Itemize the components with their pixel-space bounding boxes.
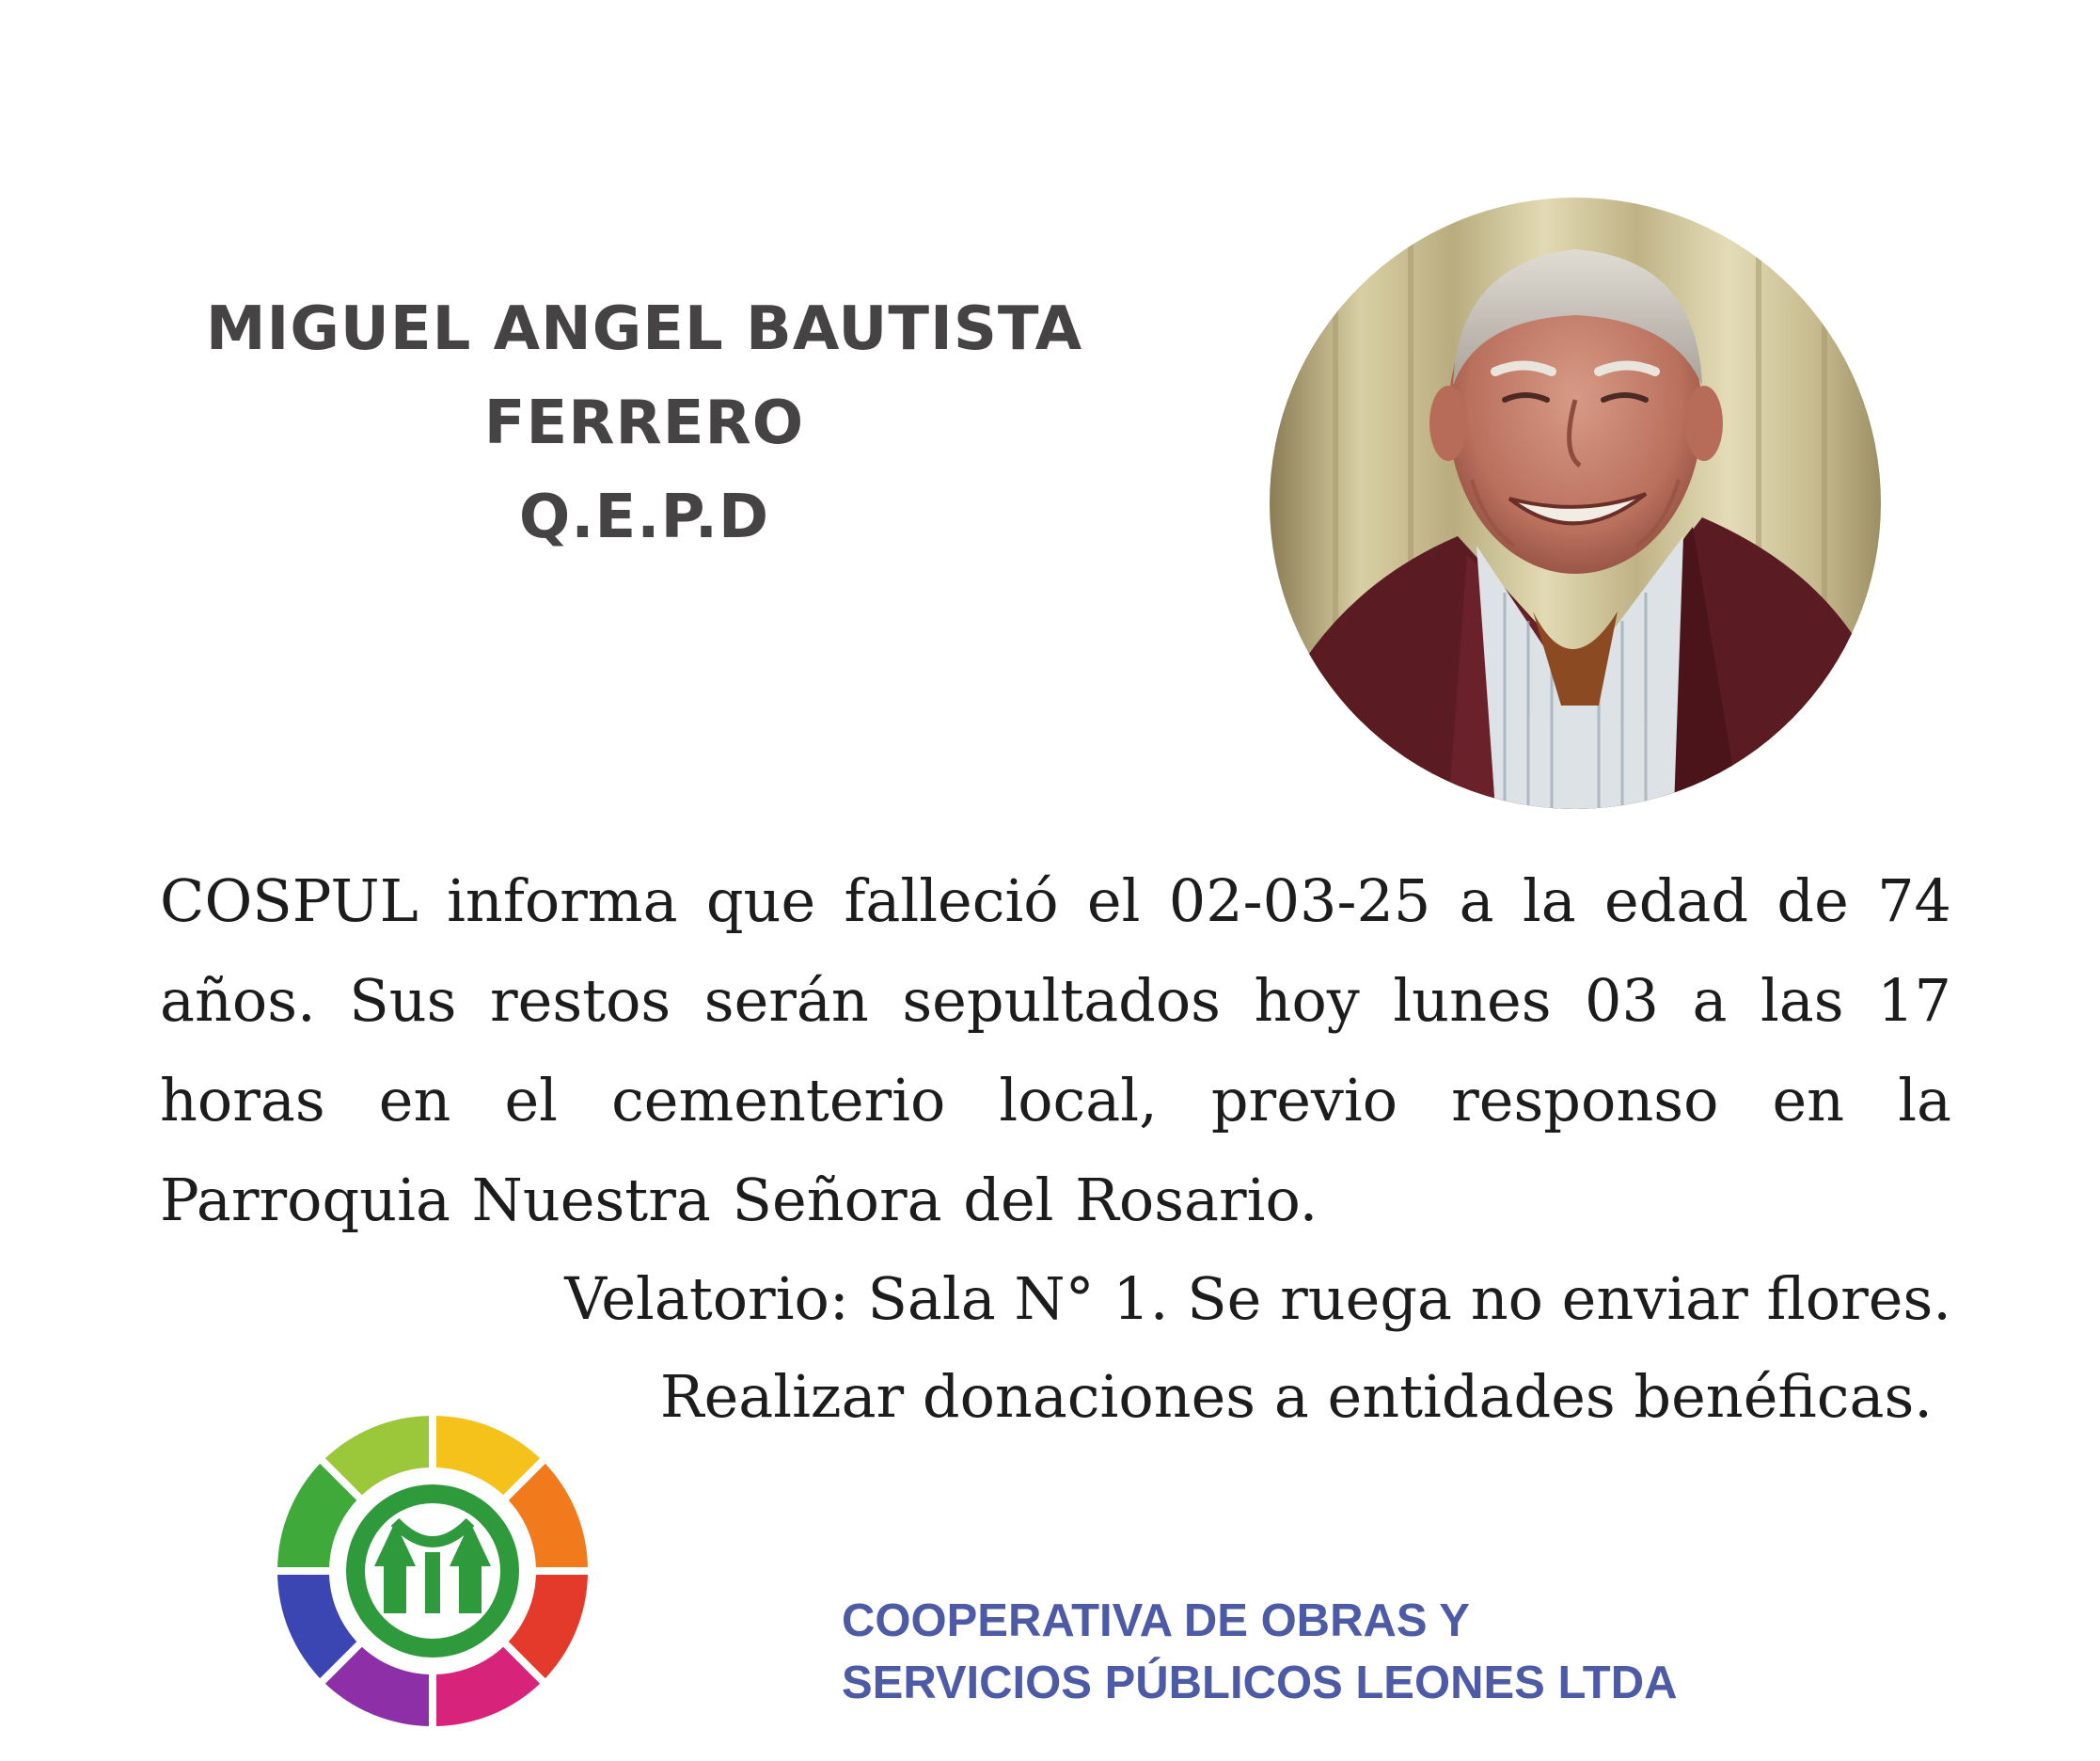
organization-name-line-1: COOPERATIVA DE OBRAS Y [842,1595,1470,1646]
qepd-line: Q.E.P.D [518,483,770,552]
wake-info-line: Velatorio: Sala N° 1. Se ruega no enviar flores. [564,1264,1951,1333]
name-line-1: MIGUEL ANGEL BAUTISTA [205,294,1083,364]
donations-line: Realizar donaciones a entidades benéficas. [659,1362,1933,1431]
organization-name-line-2: SERVICIOS PÚBLICOS LEONES LTDA [842,1658,1678,1708]
cooperative-logo-graphic [273,1411,592,1731]
portrait-photo [1270,198,1881,809]
deceased-heading [132,282,1157,564]
death-notice-paragraph: COSPUL informa que falleció el 02-03-25 a la edad de 74 años. Sus restos serán sepultados hoy lunes 03 a las 17 horas en el cementerio local, previo responso en la Parroquia Nuestra Señora del Rosario. [160,866,1951,1234]
cooperative-logo [273,1411,592,1731]
portrait-illustration [1270,198,1881,809]
organization-name [842,1590,1677,1714]
name-line-2: FERRERO [483,389,805,458]
